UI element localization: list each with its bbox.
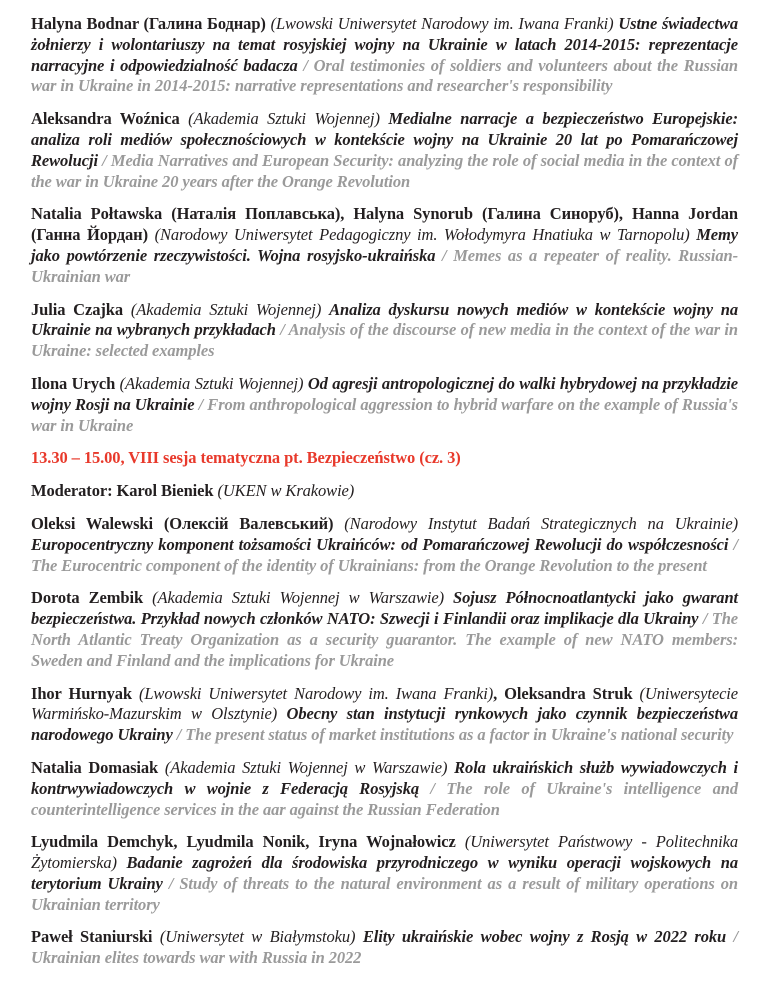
program-entry-paper	[31, 588, 738, 671]
program-entry-moderator	[31, 481, 738, 502]
program-entry-paper	[31, 300, 738, 362]
text-segment-title-en: / From anthropological aggression to hybrid warfare on the example of Russia's war in Ukraine	[31, 394, 738, 435]
text-segment-name: Moderator: Karol Bieniek	[31, 481, 218, 501]
program-entry-session-heading	[31, 448, 738, 469]
text-segment-affiliation: (Narodowy Uniwersytet Pedagogiczny im. Wołodymyra Hnatiuka w Tarnopolu)	[154, 225, 697, 245]
program-entry-paper	[31, 204, 738, 287]
program-entry-paper	[31, 684, 738, 746]
text-segment-title-pl: Od agresji antropologicznej do walki hybrydowej na przykładzie wojny Rosji na Ukrainie	[31, 373, 738, 414]
text-segment-affiliation: (Akademia Sztuki Wojennej w Warszawie)	[164, 757, 455, 777]
text-segment-name: Paweł Staniurski	[31, 927, 160, 947]
text-segment-affiliation: (Uniwersytet w Białymstoku)	[159, 927, 363, 947]
text-segment-title-pl: Ustne świadectwa żołnierzy i wolontariuszy na temat rosyjskiej wojny na Ukrainie w latach 2014-2015: reprezentacje narracyjne i odpowiedzialność badacza	[31, 14, 738, 75]
text-segment-affiliation: (Akademia Sztuki Wojennej)	[119, 373, 308, 393]
text-segment-title-en: / Ukrainian elites towards war with Russia in 2022	[31, 927, 738, 968]
program-entry-paper	[31, 109, 738, 192]
text-segment-affiliation: (Akademia Sztuki Wojennej w Warszawie)	[152, 588, 454, 608]
text-segment-title-en: / Memes as a repeater of reality. Russian-Ukrainian war	[31, 245, 738, 286]
text-segment-title-pl: Sojusz Północnoatlantycki jako gwarant bezpieczeństwa. Przykład nowych członków NATO: Szwecji i Finlandii oraz implikacje dla Ukrainy	[31, 588, 738, 629]
text-segment-name: Ilona Urych	[31, 373, 120, 393]
text-segment-title-en: / The present status of market institutions as a factor in Ukraine's national security	[172, 725, 734, 745]
program-entry-paper	[31, 758, 738, 820]
text-segment-title-pl: Europocentryczny komponent tożsamości Ukraińców: od Pomarańczowej Rewolucji do współczesności	[31, 534, 729, 554]
program-entry-paper	[31, 514, 738, 576]
text-segment-affiliation: (Akademia Sztuki Wojennej)	[188, 109, 389, 129]
text-segment-name: Oleksi Walewski (Олексій Валевський)	[31, 513, 345, 533]
text-segment-title-en: / Media Narratives and European Security: analyzing the role of social media in the context of the war in Ukraine 20 years after the Orange Revolution	[31, 150, 738, 191]
text-segment-title-pl: Obecny stan instytucji rynkowych jako czynnik bezpieczeństwa narodowego Ukrainy	[31, 704, 738, 745]
program-list	[31, 14, 738, 969]
text-segment-title-pl: Elity ukraińskie wobec wojny z Rosją w 2022 roku	[362, 927, 727, 947]
text-segment-title-pl: Memy jako powtórzenie rzeczywistości. Wojna rosyjsko-ukraińska	[31, 225, 738, 265]
program-entry-paper	[31, 374, 738, 436]
text-segment-title-pl: Medialne narracje a bezpieczeństwo Europejskie: analiza roli mediów społecznościowych w kontekście wojny na Ukrainie 20 lat po Pomarańczowej Rewolucji	[31, 109, 738, 170]
text-segment-name: Dorota Zembik	[31, 588, 153, 608]
text-segment-title-pl: Rola ukraińskich służb wywiadowczych i kontrwywiadowczych w wojnie z Federacją Rosyjską	[31, 757, 738, 798]
text-segment-title-en: / Analysis of the discourse of new media in the context of the war in Ukraine: selected examples	[31, 320, 738, 361]
text-segment-title-en: / The North Atlantic Treaty Organization as a security guarantor. The example of new NATO members: Sweden and Finland and the implications for Ukraine	[31, 609, 738, 670]
text-segment-name: Natalia Połtawska (Наталія Поплавська), Halyna Synorub (Галина Синоруб), Hanna Jordan (Ганна Йордан)	[31, 204, 738, 245]
text-segment-affiliation: (Akademia Sztuki Wojennej)	[130, 299, 330, 319]
text-segment-affiliation: (Lwowski Uniwersytet Narodowy im. Iwana Franki)	[270, 14, 619, 33]
text-segment-affiliation: (Narodowy Instytut Badań Strategicznych na Ukrainie)	[344, 513, 738, 533]
text-segment-session: 13.30 – 15.00, VIII sesja tematyczna pt. Bezpieczeństwo (cz. 3)	[31, 448, 461, 468]
text-segment-title-pl: Analiza dyskursu nowych mediów w kontekście wojny na Ukrainie na wybranych przykładach	[31, 299, 738, 340]
text-segment-name: Natalia Domasiak	[31, 757, 165, 777]
text-segment-affiliation: (UKEN w Krakowie)	[217, 481, 355, 501]
text-segment-name: Lyudmila Demchyk, Lyudmila Nonik, Iryna Wojnałowicz	[31, 832, 465, 852]
text-segment-title-en: / The Eurocentric component of the identity of Ukrainians: from the Orange Revolution to the present	[31, 534, 738, 575]
text-segment-title-en: / The role of Ukraine's intelligence and counterintelligence services in the aar against the Russian Federation	[31, 778, 738, 819]
text-segment-affiliation: (Uniwersytet Państwowy - Politechnika Żytomierska)	[31, 832, 738, 873]
text-segment-name: Halyna Bodnar (Галина Боднар)	[31, 14, 271, 33]
text-segment-title-pl: Badanie zagrożeń dla środowiska przyrodniczego w wyniku operacji wojskowych na terytorium Ukrainy	[31, 853, 738, 893]
text-segment-name: Julia Czajka	[31, 299, 131, 319]
text-segment-affiliation: (Lwowski Uniwersytet Narodowy im. Iwana Franki)	[138, 683, 494, 703]
text-segment-name: , Oleksandra Struk	[493, 683, 640, 703]
program-entry-paper	[31, 14, 738, 97]
text-segment-name: Aleksandra Woźnica	[31, 109, 189, 129]
text-segment-affiliation: (Uniwersytecie Warmińsko-Mazurskim w Olsztynie)	[31, 683, 738, 724]
text-segment-title-en: / Oral testimonies of soldiers and volunteers about the Russian war in Ukraine in 2014-2015: narrative representations and researcher's responsibility	[31, 55, 738, 96]
program-entry-paper	[31, 927, 738, 969]
text-segment-title-en: / Study of threats to the natural environment as a result of military operations on Ukrainian territory	[31, 873, 739, 914]
program-entry-paper	[31, 832, 738, 915]
text-segment-name: Ihor Hurnyak	[31, 683, 139, 703]
